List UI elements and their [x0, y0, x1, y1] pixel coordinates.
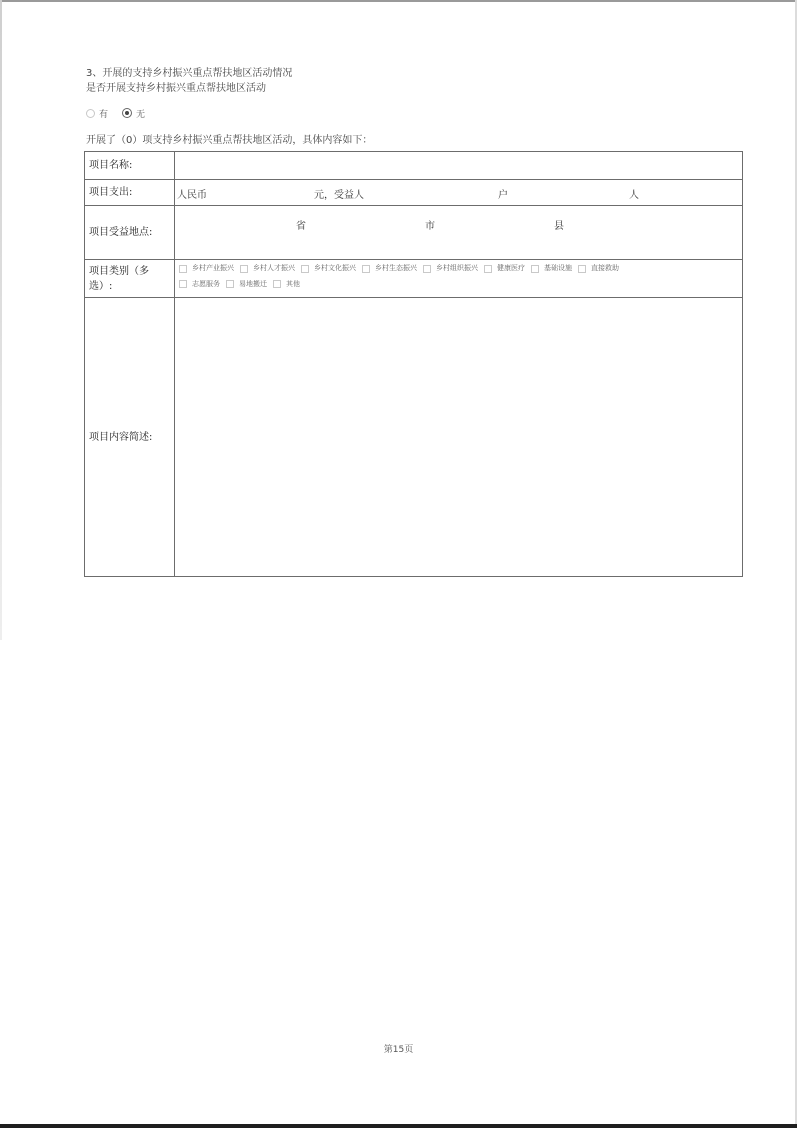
- scan-edge-bottom: [0, 1124, 797, 1128]
- activity-summary: 开展了（0）项支持乡村振兴重点帮扶地区活动，具体内容如下：: [86, 135, 373, 146]
- activity-radio-group: [86, 106, 145, 120]
- radio-no[interactable]: [122, 108, 132, 118]
- row-project-category: [85, 260, 743, 298]
- category-label-line1: 项目类别（多: [89, 265, 149, 277]
- category-option-other[interactable]: 其他: [273, 278, 300, 291]
- category-option-healthcare[interactable]: 健康医疗: [484, 262, 525, 275]
- checkbox-icon: [423, 265, 431, 273]
- row-project-name: [85, 152, 743, 180]
- project-expense-label: 项目支出:: [85, 180, 175, 206]
- checkbox-icon: [240, 265, 248, 273]
- location-province: 省: [296, 220, 306, 232]
- expense-unit-yuan: 元，受益人: [314, 189, 364, 201]
- category-option-organization[interactable]: 乡村组织振兴: [423, 262, 478, 275]
- radio-yes[interactable]: [86, 109, 95, 118]
- expense-currency: 人民币: [177, 189, 207, 201]
- radio-selected-dot-icon: [125, 111, 129, 115]
- project-name-label: 项目名称:: [85, 152, 175, 180]
- project-location-label: 项目受益地点:: [85, 206, 175, 260]
- checkbox-icon: [273, 280, 281, 288]
- category-checkbox-list: [175, 260, 742, 293]
- checkbox-icon: [484, 265, 492, 273]
- section-heading: 3、开展的支持乡村振兴重点帮扶地区活动情况: [86, 68, 293, 79]
- category-option-infrastructure[interactable]: 基础设施: [531, 262, 572, 275]
- category-option-volunteer[interactable]: 志愿服务: [179, 278, 220, 291]
- project-category-label: [85, 260, 175, 298]
- row-project-description: [85, 298, 743, 577]
- category-option-direct-aid[interactable]: 直接救助: [578, 262, 619, 275]
- project-description-label: 项目内容简述:: [85, 298, 175, 577]
- page-number: 第15页: [383, 1045, 414, 1055]
- radio-yes-label: 有: [99, 109, 109, 120]
- project-table: [84, 151, 743, 577]
- project-location-field[interactable]: [175, 206, 743, 260]
- project-name-field[interactable]: [175, 152, 743, 180]
- activity-question: 是否开展支持乡村振兴重点帮扶地区活动: [86, 83, 266, 94]
- scan-edge-left: [0, 0, 2, 640]
- category-option-ecology[interactable]: 乡村生态振兴: [362, 262, 417, 275]
- checkbox-icon: [301, 265, 309, 273]
- category-option-culture[interactable]: 乡村文化振兴: [301, 262, 356, 275]
- radio-no-label: 无: [136, 109, 146, 120]
- row-project-expense: [85, 180, 743, 206]
- checkbox-icon: [531, 265, 539, 273]
- location-county: 县: [554, 220, 564, 232]
- scan-edge-top: [0, 0, 797, 2]
- location-city: 市: [425, 220, 435, 232]
- row-project-location: [85, 206, 743, 260]
- expense-unit-person: 人: [629, 189, 639, 201]
- category-option-industry[interactable]: 乡村产业振兴: [179, 262, 234, 275]
- checkbox-icon: [179, 280, 187, 288]
- checkbox-icon: [362, 265, 370, 273]
- category-option-talent[interactable]: 乡村人才振兴: [240, 262, 295, 275]
- project-category-options: [175, 260, 743, 298]
- checkbox-icon: [578, 265, 586, 273]
- checkbox-icon: [179, 265, 187, 273]
- expense-unit-household: 户: [498, 189, 508, 201]
- category-label-line2: 选）:: [89, 280, 113, 292]
- project-expense-field[interactable]: [175, 180, 743, 206]
- checkbox-icon: [226, 280, 234, 288]
- category-option-relocation[interactable]: 易地搬迁: [226, 278, 267, 291]
- project-description-field[interactable]: [175, 298, 743, 577]
